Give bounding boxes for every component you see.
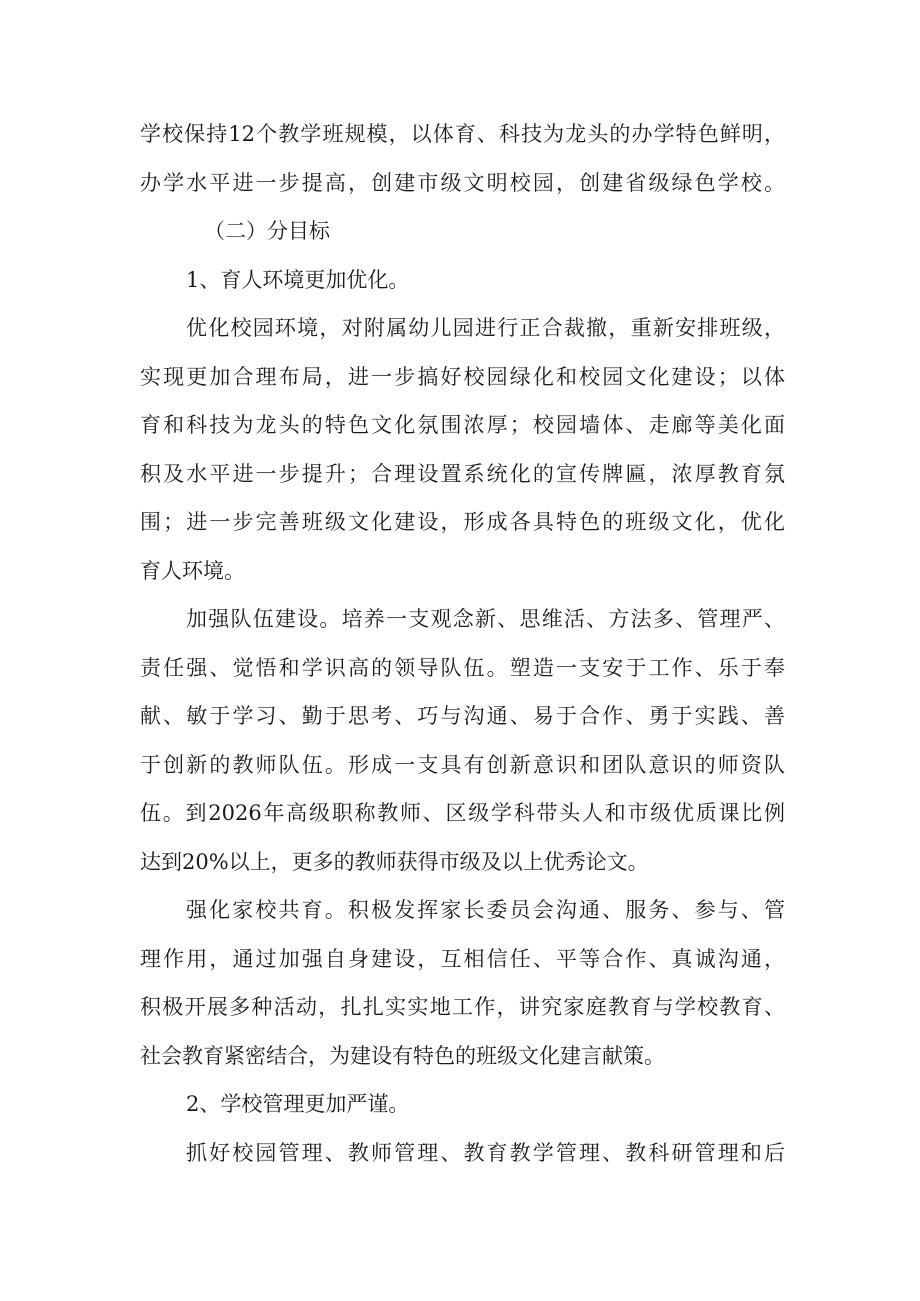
paragraph-line: 积及水平进一步提升；合理设置系统化的宣传牌匾，浓厚教育氛 bbox=[140, 461, 785, 486]
paragraph-line: 抓好校园管理、教师管理、教育教学管理、教科研管理和后 bbox=[186, 1140, 785, 1165]
subsection-heading: 2、学校管理更加严谨。 bbox=[186, 1092, 410, 1116]
paragraph-line: 优化校园环境，对附属幼儿园进行正合裁撤，重新安排班级， bbox=[186, 316, 785, 340]
paragraph-line: 实现更加合理布局，进一步搞好校园绿化和校园文化建设；以体 bbox=[140, 364, 785, 389]
paragraph-line: 社会教育紧密结合，为建设有特色的班级文化建言献策。 bbox=[140, 1043, 665, 1068]
paragraph-line: 积极开展多种活动，扎扎实实地工作，讲究家庭教育与学校教育、 bbox=[140, 995, 785, 1019]
paragraph-line: 加强队伍建设。培养一支观念新、思维活、方法多、管理严、 bbox=[186, 607, 785, 631]
subsection-heading: 1、育人环境更加优化。 bbox=[186, 267, 410, 292]
paragraph-line: 育和科技为龙头的特色文化氛围浓厚；校园墙体、走廊等美化面 bbox=[140, 413, 785, 437]
paragraph-line: 育人环境。 bbox=[140, 558, 245, 583]
paragraph-line: 献、敏于学习、勤于思考、巧与沟通、易于合作、勇于实践、善 bbox=[140, 704, 785, 728]
paragraph-line: 理作用，通过加强自身建设，互相信任、平等合作、真诚沟通， bbox=[140, 946, 785, 971]
document-page bbox=[140, 110, 785, 1177]
paragraph-line: 达到20%以上，更多的教师获得市级及以上优秀论文。 bbox=[140, 849, 649, 874]
paragraph-line: 围；进一步完善班级文化建设，形成各具特色的班级文化，优化 bbox=[140, 510, 785, 534]
paragraph-line: 责任强、觉悟和学识高的领导队伍。塑造一支安于工作、乐于奉 bbox=[140, 655, 785, 680]
paragraph-line: 办学水平进一步提高，创建市级文明校园，创建省级绿色学校。 bbox=[140, 170, 785, 195]
paragraph-line: 于创新的教师队伍。形成一支具有创新意识和团队意识的师资队 bbox=[140, 752, 785, 777]
paragraph-line: 伍。到2026年高级职称教师、区级学科带头人和市级优质课比例 bbox=[140, 801, 785, 825]
paragraph-line: 学校保持12个教学班规模，以体育、科技为龙头的办学特色鲜明， bbox=[140, 122, 785, 146]
paragraph-line: 强化家校共育。积极发挥家长委员会沟通、服务、参与、管 bbox=[186, 898, 785, 922]
section-heading: （二）分目标 bbox=[204, 219, 330, 243]
